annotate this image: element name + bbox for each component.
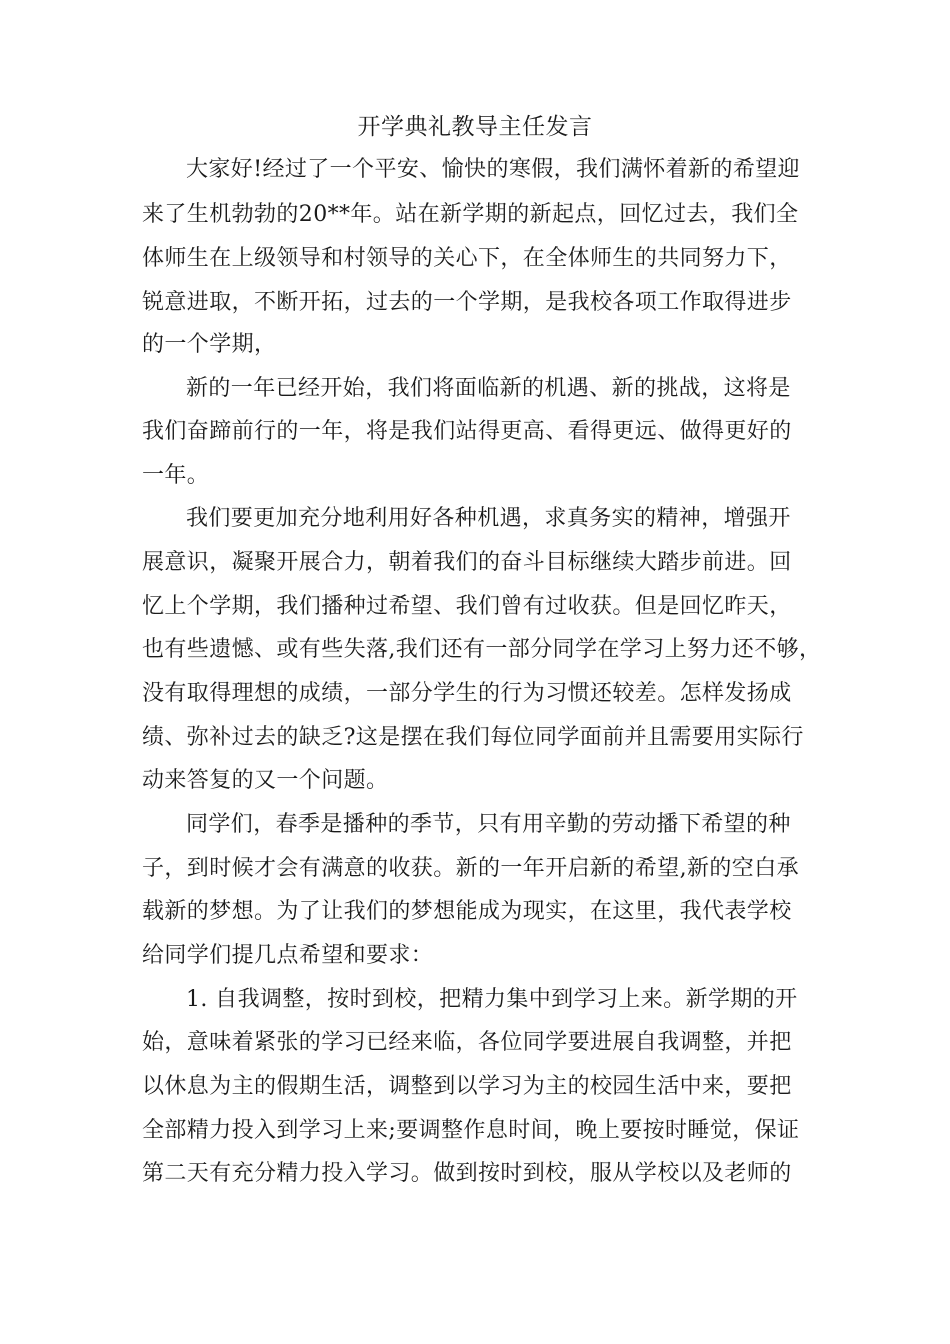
text-line: 绩、弥补过去的缺乏?这是摆在我们每位同学面前并且需要用实际行 bbox=[142, 725, 804, 750]
text-line: 给同学们提几点希望和要求： bbox=[142, 943, 434, 968]
text-line: 动来答复的又一个问题。 bbox=[142, 768, 389, 793]
text-line: 来了生机勃勃的20**年。站在新学期的新起点，回忆过去，我们全 bbox=[142, 202, 799, 227]
document-title: 开学典礼教导主任发言 bbox=[357, 114, 593, 140]
text-line: 1. 自我调整，按时到校，把精力集中到学习上来。新学期的开 bbox=[186, 987, 798, 1012]
text-line: 体师生在上级领导和村领导的关心下，在全体师生的共同努力下， bbox=[142, 246, 792, 271]
text-line: 大家好!经过了一个平安、愉快的寒假，我们满怀着新的希望迎 bbox=[186, 157, 801, 182]
text-line: 锐意进取，不断开拓，过去的一个学期，是我校各项工作取得进步 bbox=[142, 290, 792, 315]
text-line: 展意识，凝聚开展合力，朝着我们的奋斗目标继续大踏步前进。回 bbox=[142, 550, 792, 575]
text-line: 载新的梦想。为了让我们的梦想能成为现实，在这里，我代表学校 bbox=[142, 899, 792, 924]
text-line: 没有取得理想的成绩，一部分学生的行为习惯还较差。怎样发扬成 bbox=[142, 681, 792, 706]
text-line: 全部精力投入到学习上来;要调整作息时间，晚上要按时睡觉，保证 bbox=[142, 1118, 800, 1143]
text-line: 同学们，春季是播种的季节，只有用辛勤的劳动播下希望的种 bbox=[186, 812, 791, 837]
text-line: 始，意味着紧张的学习已经来临，各位同学要进展自我调整，并把 bbox=[142, 1030, 792, 1055]
text-line: 第二天有充分精力投入学习。做到按时到校，服从学校以及老师的 bbox=[142, 1161, 792, 1186]
text-line: 一年。 bbox=[142, 463, 210, 488]
text-line: 的一个学期， bbox=[142, 332, 277, 357]
text-line: 也有些遗憾、或有些失落,我们还有一部分同学在学习上努力还不够， bbox=[142, 637, 822, 662]
text-line: 新的一年已经开始，我们将面临新的机遇、新的挑战，这将是 bbox=[186, 376, 791, 401]
text-line: 以休息为主的假期生活，调整到以学习为主的校园生活中来，要把 bbox=[142, 1074, 792, 1099]
text-line: 忆上个学期，我们播种过希望、我们曾有过收获。但是回忆昨天， bbox=[142, 594, 792, 619]
text-line: 子，到时候才会有满意的收获。新的一年开启新的希望,新的空白承 bbox=[142, 856, 799, 881]
text-line: 我们要更加充分地利用好各种机遇，求真务实的精神，增强开 bbox=[186, 506, 791, 531]
text-line: 我们奋蹄前行的一年，将是我们站得更高、看得更远、做得更好的 bbox=[142, 419, 792, 444]
